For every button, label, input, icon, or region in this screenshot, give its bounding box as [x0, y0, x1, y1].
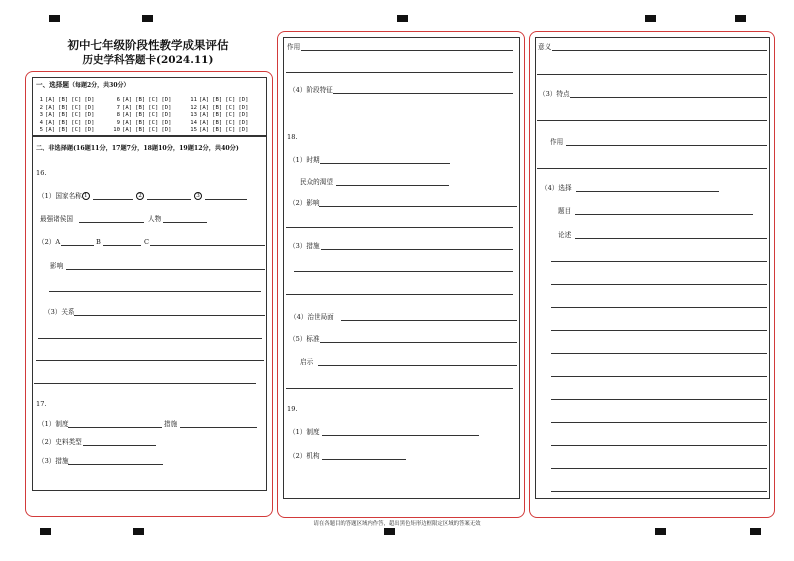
- choice-row: [34, 127, 265, 135]
- question-number: 12: [190, 104, 197, 111]
- answer-line[interactable]: [294, 271, 513, 272]
- q16-influence-line[interactable]: [66, 269, 265, 270]
- q18-measures-line[interactable]: [321, 249, 513, 250]
- option-bubble[interactable]: [A]: [122, 112, 133, 119]
- q17-measure-label: 措施: [164, 420, 178, 428]
- exam-title: 初中七年级阶段性教学成果评估: [67, 38, 229, 52]
- q16-person-label: 人物: [148, 215, 162, 223]
- position-mark: [133, 528, 144, 535]
- q18-insight-line[interactable]: [318, 365, 517, 366]
- q18-governance-line[interactable]: [341, 320, 517, 321]
- option-bubble[interactable]: [B]: [135, 104, 146, 111]
- q16-p2-label: （2）A: [38, 238, 61, 246]
- col3-feature-label: （3）特点: [539, 90, 570, 98]
- choice-question: [34, 112, 111, 120]
- answer-line[interactable]: [551, 491, 767, 492]
- option-bubble[interactable]: [A]: [199, 104, 210, 111]
- option-bubble[interactable]: [D]: [238, 104, 249, 111]
- answer-line[interactable]: [38, 338, 262, 339]
- col2-stage-line[interactable]: [333, 93, 513, 94]
- option-bubble[interactable]: [D]: [84, 104, 95, 111]
- option-bubble[interactable]: [D]: [161, 104, 172, 111]
- option-bubble[interactable]: [C]: [71, 112, 82, 119]
- question-number: 11: [190, 97, 197, 103]
- col3-choice-line[interactable]: [576, 191, 719, 192]
- col2-role-line[interactable]: [301, 50, 513, 51]
- option-bubble[interactable]: [A]: [199, 112, 210, 119]
- q16-answer-line-1[interactable]: [93, 199, 133, 200]
- col3-topic-line[interactable]: [575, 214, 753, 215]
- option-bubble[interactable]: [B]: [135, 97, 146, 103]
- q19-system-line[interactable]: [322, 435, 479, 436]
- question-number: 10: [113, 127, 120, 134]
- q19-org-label: （2）机构: [289, 452, 320, 460]
- answer-line[interactable]: [537, 168, 767, 169]
- answer-line[interactable]: [551, 261, 767, 262]
- q17-measure3-label: （3）措施: [38, 457, 69, 465]
- question-number: 3: [39, 112, 43, 119]
- question-number: 13: [190, 112, 197, 119]
- answer-line[interactable]: [34, 383, 256, 384]
- circled-3: 3: [194, 192, 202, 200]
- q18-insight-label: 启示: [300, 358, 314, 366]
- choice-question: [34, 105, 111, 113]
- q17-system-line[interactable]: [68, 427, 162, 428]
- option-bubble[interactable]: [B]: [135, 112, 146, 119]
- option-bubble[interactable]: [B]: [58, 104, 69, 111]
- q18-wish-label: 民众的渴望: [300, 178, 333, 186]
- q18-standard-label: （5）标准: [289, 335, 320, 343]
- option-bubble[interactable]: [C]: [71, 104, 82, 111]
- option-bubble[interactable]: [B]: [58, 119, 69, 126]
- exam-subtitle: 历史学科答题卡(2024.11): [82, 54, 214, 66]
- answer-line[interactable]: [551, 399, 767, 400]
- option-bubble[interactable]: [B]: [212, 97, 223, 103]
- section2-title: 二、非选择题(16题11分，17题7分，18题10分，19题12分，共40分): [36, 145, 239, 152]
- position-mark: [397, 15, 408, 22]
- section1-title: 一、选择题（每题2分，共30分）: [36, 81, 130, 89]
- answer-line[interactable]: [537, 120, 767, 121]
- option-bubble[interactable]: [C]: [225, 112, 236, 119]
- option-bubble[interactable]: [D]: [84, 119, 95, 126]
- option-bubble[interactable]: [B]: [58, 127, 69, 134]
- answer-line[interactable]: [551, 445, 767, 446]
- col3-feature-line[interactable]: [570, 97, 767, 98]
- option-bubble[interactable]: [A]: [122, 127, 133, 134]
- answer-line[interactable]: [286, 227, 513, 228]
- choice-question: [34, 97, 111, 105]
- question-number: 9: [116, 119, 120, 126]
- q17-system-label: （1）制度: [38, 420, 69, 428]
- q18-period-line[interactable]: [320, 163, 450, 164]
- position-mark: [384, 528, 395, 535]
- col3-role-label: 作用: [550, 138, 564, 146]
- q19-org-line[interactable]: [322, 459, 406, 460]
- q16-b-label: B: [96, 238, 101, 246]
- circled-1: 1: [82, 192, 90, 200]
- q18-number: 18.: [287, 133, 298, 141]
- answer-line[interactable]: [286, 388, 513, 389]
- answer-line[interactable]: [551, 376, 767, 377]
- answer-line[interactable]: [551, 307, 767, 308]
- option-bubble[interactable]: [D]: [161, 119, 172, 126]
- q16-answer-line-2[interactable]: [147, 199, 191, 200]
- option-bubble[interactable]: [C]: [148, 119, 159, 126]
- q16-relation-line[interactable]: [74, 315, 265, 316]
- q18-measures-label: （3）措施: [289, 242, 320, 250]
- section1-note: （每题2分，共30分）: [68, 82, 130, 89]
- col3-meaning-line[interactable]: [552, 50, 767, 51]
- option-bubble[interactable]: [C]: [71, 119, 82, 126]
- q17-measure3-line[interactable]: [68, 464, 163, 465]
- choice-grid: [34, 97, 265, 135]
- q18-governance-label: （4）治世局面: [290, 313, 334, 321]
- circled-2: 2: [136, 192, 144, 200]
- question-number: 1: [39, 97, 43, 103]
- option-bubble[interactable]: [A]: [45, 104, 56, 111]
- col2-stage-label: （4）阶段特征: [289, 86, 333, 94]
- choice-question: [188, 97, 265, 105]
- q17-measure-line[interactable]: [180, 427, 257, 428]
- option-bubble[interactable]: [D]: [238, 97, 249, 103]
- question-number: 5: [39, 127, 43, 134]
- question-number: 7: [116, 104, 120, 111]
- position-mark: [750, 528, 761, 535]
- option-bubble[interactable]: [B]: [212, 112, 223, 119]
- q16-c-label: C: [144, 238, 150, 246]
- position-mark: [655, 528, 666, 535]
- option-bubble[interactable]: [D]: [238, 127, 249, 134]
- choice-question: [111, 127, 188, 135]
- answer-line[interactable]: [286, 72, 513, 73]
- option-bubble[interactable]: [D]: [84, 97, 95, 103]
- option-bubble[interactable]: [B]: [212, 119, 223, 126]
- option-bubble[interactable]: [D]: [238, 112, 249, 119]
- option-bubble[interactable]: [C]: [148, 112, 159, 119]
- q18-wish-line[interactable]: [336, 185, 449, 186]
- option-bubble[interactable]: [C]: [71, 127, 82, 134]
- q17-source-line[interactable]: [83, 445, 156, 446]
- question-number: 2: [39, 104, 43, 111]
- option-bubble[interactable]: [C]: [225, 97, 236, 103]
- choice-question: [111, 112, 188, 120]
- choice-row: [34, 112, 265, 120]
- q16-a-line[interactable]: [61, 245, 94, 246]
- col3-topic-label: 题目: [558, 207, 572, 215]
- answer-line[interactable]: [551, 422, 767, 423]
- option-bubble[interactable]: [A]: [45, 127, 56, 134]
- choice-question: [34, 127, 111, 135]
- choice-question: [111, 120, 188, 128]
- q19-number: 19.: [287, 405, 298, 413]
- option-bubble[interactable]: [C]: [148, 97, 159, 103]
- q18-period-label: （1）时期: [289, 156, 320, 164]
- position-mark: [735, 15, 746, 22]
- option-bubble[interactable]: [C]: [225, 104, 236, 111]
- q16-relation-label: （3）关系: [44, 308, 75, 316]
- answer-line[interactable]: [551, 353, 767, 354]
- question-number: 6: [116, 97, 120, 103]
- option-bubble[interactable]: [A]: [45, 119, 56, 126]
- col3-role-line[interactable]: [566, 145, 767, 146]
- choice-question: [34, 120, 111, 128]
- position-mark: [142, 15, 153, 22]
- answer-notice: 请在各题目的答题区域内作答，超出黑色矩形边框限定区域的答案无效: [313, 521, 481, 527]
- option-bubble[interactable]: [C]: [148, 127, 159, 134]
- choice-question: [111, 105, 188, 113]
- option-bubble[interactable]: [B]: [212, 104, 223, 111]
- col3-argument-line[interactable]: [575, 238, 767, 239]
- question-number: 14: [190, 119, 197, 126]
- q16-strongest-line[interactable]: [79, 222, 144, 223]
- choice-row: [34, 97, 265, 105]
- question-number: 15: [190, 127, 197, 134]
- option-bubble[interactable]: [A]: [122, 104, 133, 111]
- option-bubble[interactable]: [C]: [71, 97, 82, 103]
- option-bubble[interactable]: [D]: [161, 127, 172, 134]
- q17-source-label: （2）史料类型: [38, 438, 82, 446]
- q17-number: 17.: [36, 400, 47, 408]
- option-bubble[interactable]: [B]: [135, 127, 146, 134]
- position-mark: [645, 15, 656, 22]
- option-bubble[interactable]: [D]: [238, 119, 249, 126]
- q16-person-line[interactable]: [163, 222, 207, 223]
- choice-row: [34, 120, 265, 128]
- choice-question: [111, 97, 188, 105]
- q18-standard-line[interactable]: [320, 342, 517, 343]
- option-bubble[interactable]: [C]: [225, 127, 236, 134]
- col2-role-label: 作用: [287, 43, 301, 51]
- option-bubble[interactable]: [C]: [225, 119, 236, 126]
- option-bubble[interactable]: [D]: [84, 112, 95, 119]
- q16-answer-line-3[interactable]: [205, 199, 247, 200]
- col3-meaning-label: 意义: [538, 43, 552, 51]
- answer-line[interactable]: [49, 291, 261, 292]
- option-bubble[interactable]: [B]: [212, 127, 223, 134]
- col3-argument-label: 论述: [558, 231, 572, 239]
- option-bubble[interactable]: [A]: [199, 119, 210, 126]
- option-bubble[interactable]: [A]: [199, 127, 210, 134]
- choice-question: [188, 127, 265, 135]
- option-bubble[interactable]: [A]: [199, 97, 210, 103]
- option-bubble[interactable]: [C]: [148, 104, 159, 111]
- choice-question: [188, 112, 265, 120]
- option-bubble[interactable]: [B]: [58, 97, 69, 103]
- answer-line[interactable]: [537, 74, 767, 75]
- choice-row: [34, 105, 265, 113]
- option-bubble[interactable]: [D]: [84, 127, 95, 134]
- q19-system-label: （1）制度: [289, 428, 320, 436]
- answer-line[interactable]: [36, 360, 264, 361]
- answer-line[interactable]: [286, 294, 513, 295]
- q16-c-line[interactable]: [150, 245, 265, 246]
- option-bubble[interactable]: [B]: [58, 112, 69, 119]
- question-number: 8: [116, 112, 120, 119]
- answer-line[interactable]: [551, 284, 767, 285]
- position-mark: [40, 528, 51, 535]
- question-number: 4: [39, 119, 43, 126]
- option-bubble[interactable]: [B]: [135, 119, 146, 126]
- q18-effect-line[interactable]: [319, 206, 517, 207]
- q16-number: 16.: [36, 169, 47, 177]
- q16-strongest-label: 最强诸侯国: [40, 215, 73, 223]
- option-bubble[interactable]: [D]: [161, 112, 172, 119]
- choice-question: [188, 105, 265, 113]
- choice-question: [188, 120, 265, 128]
- q18-effect-label: （2）影响: [289, 199, 320, 207]
- q16-b-line[interactable]: [103, 245, 141, 246]
- q16-influence-label: 影响: [50, 262, 64, 270]
- option-bubble[interactable]: [A]: [45, 97, 56, 103]
- position-mark: [49, 15, 60, 22]
- option-bubble[interactable]: [A]: [122, 97, 133, 103]
- answer-box-3: [535, 37, 770, 499]
- col3-choice-label: （4）选择: [541, 184, 572, 192]
- answer-line[interactable]: [551, 468, 767, 469]
- option-bubble[interactable]: [A]: [122, 119, 133, 126]
- answer-line[interactable]: [551, 330, 767, 331]
- option-bubble[interactable]: [A]: [45, 112, 56, 119]
- q16-country-label: （1）国家名称 1: [38, 192, 90, 200]
- option-bubble[interactable]: [D]: [161, 97, 172, 103]
